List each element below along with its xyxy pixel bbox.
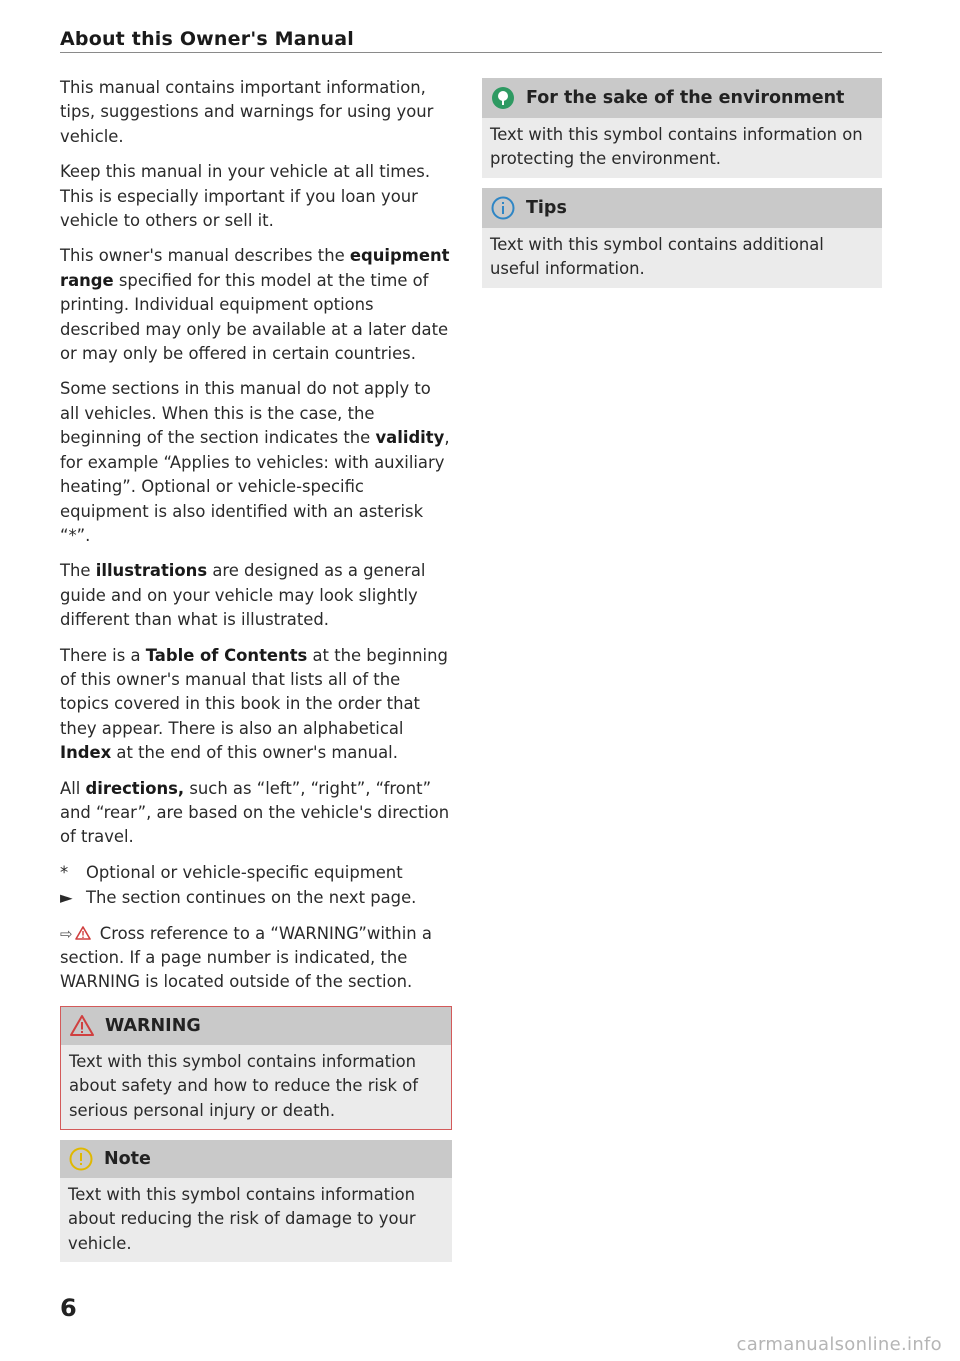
watermark: carmanualsonline.info [736,1334,942,1355]
bold-term-directions: directions, [85,778,185,798]
note-box [60,1140,452,1262]
paragraph-cross-reference [60,922,452,995]
paragraph-equipment-range [60,244,452,366]
tips-box [482,188,882,288]
info-icon [490,195,516,221]
note-icon [68,1146,94,1172]
warning-box-text: Text with this symbol contains information about safety and how to reduce the risk of serious personal injury or death. [61,1045,451,1129]
text-span: , for example “Applies to vehicles: with auxiliary heating”. Optional or vehicle-specific equipment is also identified with an asterisk “*”. [60,428,450,545]
warning-icon [69,1013,95,1039]
warning-triangle-icon [75,926,91,940]
paragraph-intro: This manual contains important information, tips, suggestions and warnings for using your vehicle. [60,78,434,146]
text-span: at the beginning of this owner's manual that lists all of the topics covered in this book in the order that they appear. There is also an alphabetical [60,645,448,738]
text-span: such as “left”, “right”, “front” and “rear”, are based on the vehicle's direction of travel. [60,778,450,847]
bold-term-illustrations: illustrations [95,561,208,581]
text-span: This owner's manual describes the [60,246,350,266]
right-column [482,78,882,288]
continue-arrow-icon: ► [60,888,73,908]
legend-continue-text: The section continues on the next page. [86,888,417,908]
legend-continue [60,886,452,910]
text-span: All [60,778,86,798]
text-span: specified for this model at the time of printing. Individual equipment options described may only be available at a later date or may only be offered in certain countries. [60,270,449,364]
paragraph-illustrations [60,559,452,632]
cross-reference-text: Cross reference to a “WARNING”within a section. If a page number is indicated, the WARNING is located outside of the section. [60,923,432,992]
note-box-title: Note [104,1148,151,1169]
page-number: 6 [60,1294,77,1322]
paragraph-keep-manual: Keep this manual in your vehicle at all times. This is especially important if you loan your vehicle to others or sell it. [60,162,431,231]
bold-term-table-of-contents: Table of Contents [145,645,308,665]
page-header-title: About this Owner's Manual [60,28,354,50]
bold-term-equipment-range: equipment range [60,246,450,290]
text-span: There is a [60,645,146,665]
note-box-header [60,1140,452,1178]
tips-box-text: Text with this symbol contains additional useful information. [482,228,882,288]
bold-term-index: Index [60,743,112,763]
legend-asterisk-text: Optional or vehicle-specific equipment [86,862,403,882]
environment-box [482,78,882,178]
environment-box-title: For the sake of the environment [526,87,845,108]
legend-asterisk [60,861,452,885]
header-divider [60,52,882,53]
tips-box-header [482,188,882,228]
paragraph-directions [60,777,452,850]
tree-icon [490,85,516,111]
paragraph-table-of-contents [60,644,452,766]
text-span: at the end of this owner's manual. [111,743,398,763]
note-box-text: Text with this symbol contains information about reducing the risk of damage to your vehicle. [60,1178,452,1262]
warning-box-header [61,1007,451,1045]
paragraph-validity [60,377,452,548]
environment-box-header [482,78,882,118]
text-span: are designed as a general guide and on your vehicle may look slightly different than what is illustrated. [60,561,426,630]
cross-reference-arrow-icon: ⇨ [60,924,73,943]
warning-box [60,1006,452,1130]
asterisk-symbol: * [60,862,69,882]
warning-box-title: WARNING [105,1015,201,1036]
text-span: Some sections in this manual do not apply to all vehicles. When this is the case, the beginning of the section indicates the [60,379,431,448]
environment-box-text: Text with this symbol contains information on protecting the environment. [482,118,882,178]
tips-box-title: Tips [526,197,567,218]
bold-term-validity: validity [375,428,445,448]
left-column [60,76,452,1262]
text-span: The [60,561,96,581]
